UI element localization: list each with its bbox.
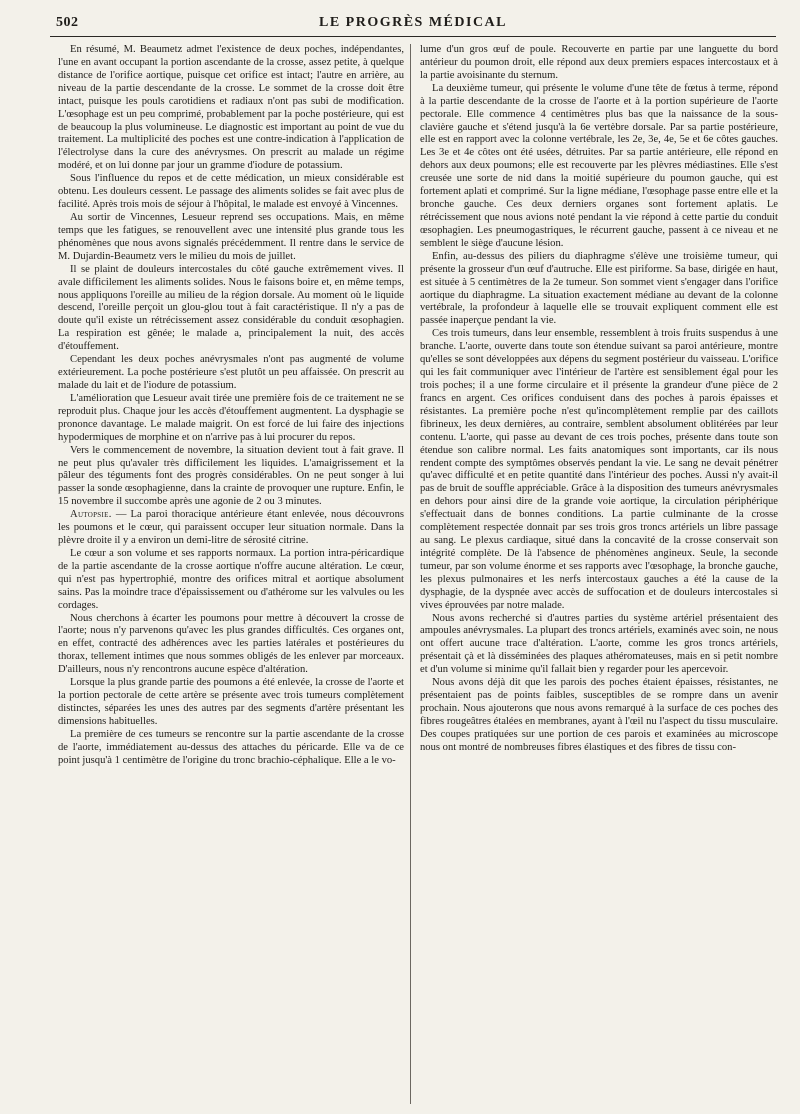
paragraph: La première de ces tumeurs se rencontre sur la partie ascendante de la crosse de l'aorte, immédiatement au-dessus des attaches du péricarde. Elle va de ce point jusqu'à 1 centimètre de l'origine du tronc brachio-céphalique. Elle a le vo- [58, 728, 404, 766]
paragraph: lume d'un gros œuf de poule. Recouverte en partie par une languette du bord antérieur du poumon droit, elle répond aux deux premiers espaces intercostaux et à la partie avoisinante du sternum. [420, 44, 778, 81]
autopsie-paragraph [58, 509, 404, 548]
column-rule [410, 44, 411, 1104]
right-column [420, 44, 778, 1104]
paragraph: Au sortir de Vincennes, Lesueur reprend ses occupations. Mais, en même temps que les fatigues, se renouvellent avec une intensité plus grande tous les phénomènes que nous avons signalés précédemment. Il rentre dans le service de M. Dujardin-Beaumetz vers le milieu du mois de juillet. [58, 211, 404, 262]
paragraph: En résumé, M. Beaumetz admet l'existence de deux poches, indépendantes, l'une en avant occupant la portion ascendante de la crosse, assez petite, à quelque distance de l'orifice aortique, puisque cet orifice est intact; l'autre en arrière, au niveau de la partie descendante de la crosse. Le sommet de la crosse doit être intact, puisque les pouls carotidiens et radiaux n'ont pas subi de modification. L'œsophage est un peu comprimé, probablement par la poche postérieure, qui est de beaucoup la plus volumineuse. Le diagnostic est important au point de vue du traitement. La multiplicité des poches est une contre-indication à l'application de l'électrolyse dans la cure des anévrysmes. On prescrit au malade un régime modéré, et on lui donne par jour un gramme d'iodure de potassium. [58, 44, 404, 172]
page-number: 502 [56, 15, 79, 30]
paragraph: Nous cherchons à écarter les poumons pour mettre à découvert la crosse de l'aorte; nous n'y parvenons qu'avec les plus grandes difficultés. Ces organes ont, en effet, contracté des adhérences avec les parties latérales et postérieures du thorax, tellement intimes que nous sommes obligés de les enlever par morceaux. D'ailleurs, nous n'y rencontrons aucune espèce d'altération. [58, 612, 404, 676]
paragraph: Nous avons déjà dit que les parois des poches étaient épaisses, résistantes, ne présentaient pas de points faibles, susceptibles de se rompre dans un avenir prochain. Nous ajouterons que nous avons remarqué à la surface de ces poches des fibres rougeâtres étalées en membranes, ayant à l'œil nu l'aspect du tissu musculaire. Des coupes pratiquées sur une portion de ces parois et examinées au microscope nous ont montré de nombreuses fibres élastiques et des fibres de tissu con- [420, 677, 778, 753]
paragraph: Il se plaint de douleurs intercostales du côté gauche extrêmement vives. Il avale difficilement les aliments solides. Nous le faisons boire et, en même temps, nous appliquons l'oreille au milieu de la région dorsale. Au moment où le liquide descend, l'oreille perçoit un glou-glou tout à fait caractéristique. Il n'y a pas de doute qu'il existe un rétrécissement assez considérable du conduit œsophagien. La respiration est gênée; le malade a, principalement la nuit, des accès d'étouffement. [58, 263, 404, 353]
paragraph: Enfin, au-dessus des piliers du diaphragme s'élève une troisième tumeur, qui présente la grosseur d'un œuf d'autruche. Elle est piriforme. Sa base, dirigée en haut, est située à 5 centimètres de la 2e tumeur. Son sommet vient s'engager dans l'orifice aortique du diaphragme. La situation exactement médiane au devant de la colonne vertébrale, la profondeur à laquelle elle se trouvait expliquent comment elle est passée inaperçue pendant la vie. [420, 250, 778, 327]
paragraph: Le cœur a son volume et ses rapports normaux. La portion intra-péricardique de la partie ascendante de la crosse aortique n'offre aucune altération. Le cœur, qui n'est pas hypertrophié, montre des orifices mitral et aortique absolument sains. Pas la moindre trace d'épaississement ou d'athérome sur les valvules ou les cordages. [58, 547, 404, 611]
paragraph: L'amélioration que Lesueur avait tirée une première fois de ce traitement ne se reproduit plus. Chaque jour les accès d'étouffement augmentent. La dysphagie se prononce davantage. Le malade maigrit. On est forcé de lui faire des injections hypodermiques de morphine et on n'arrive pas à lui procurer du repos. [58, 392, 404, 443]
page-header [50, 14, 776, 37]
paragraph: La deuxième tumeur, qui présente le volume d'une tête de fœtus à terme, répond à la partie descendante de la crosse de l'aorte et à la portion supérieure de l'aorte pectorale. Elle commence 4 centimètres plus bas que la naissance de la sous-clavière gauche et s'étend jusqu'à la 6e vertèbre dorsale. Par sa partie postérieure, elle est en rapport avec la colonne vertébrale, les 2e, 3e, 4e, 5e et 6e côtes gauches. Les 3e et 4e côtes ont été usées, détruites. Par sa partie antérieure, elle répond en dehors aux deux poumons; elle est recouverte par les plèvres médiastines. Elle s'est creusée une sorte de nid dans la moitié supérieure du poumon gauche, qui est fortement aplati et comprimé. Sur la ligne médiane, l'œsophage passe entre elle et la bronche gauche. Ces deux derniers organes sont fortement aplatis. Le rétrécissement que nous avions noté pendant la vie répond à cette partie du conduit œsophagien. Les pneumogastriques, le récurrent gauche, passent à ce niveau et ne semblent le siège d'aucune lésion. [420, 82, 778, 249]
autopsie-text: — La paroi thoracique antérieure étant enlevée, nous découvrons les poumons et le cœur, qui paraissent occuper leur situation normale. Dans la plèvre droite il y a environ un demi-litre de sérosité citrine. [58, 509, 404, 547]
paragraph: Vers le commencement de novembre, la situation devient tout à fait grave. Il ne peut plus qu'avaler très difficilement les liquides. L'amaigrissement et la pâleur des téguments font des progrès considérables. On ne peut songer à lui passer la sonde œsophagienne, dans la crainte de provoquer une rupture. Enfin, le 15 novembre il succombe après une agonie de 2 ou 3 minutes. [58, 444, 404, 508]
autopsie-label: Autopsie. [70, 509, 112, 521]
paragraph: Nous avons recherché si d'autres parties du système artériel présentaient des ampoules anévrysmales. La plupart des troncs artériels, examinés avec soin, ne nous ont offert aucune trace d'altération. L'aorte, comme les gros troncs artériels, présentait çà et là disséminées des plaques athéromateuses, mais en si petit nombre et d'un volume si minime qu'il fallait bien y regarder pour les apercevoir. [420, 612, 778, 676]
paragraph: Lorsque la plus grande partie des poumons a été enlevée, la crosse de l'aorte et la portion pectorale de cette artère se présente avec trois tumeurs complètement distinctes, séparées les unes des autres par des segments d'artère présentant les dimensions habituelles. [58, 677, 404, 727]
paragraph: Sous l'influence du repos et de cette médication, un mieux considérable est obtenu. Les douleurs cessent. Le passage des aliments solides se fait avec plus de facilité. Après trois mois de séjour à l'hôpital, le malade est envoyé à Vincennes. [58, 173, 404, 211]
left-column [58, 44, 404, 1104]
paragraph: Ces trois tumeurs, dans leur ensemble, ressemblent à trois fruits suspendus à une branche. L'aorte, ouverte dans toute son étendue suivant sa paroi antérieure, montre qu'elles se sont développées aux dépens du segment postérieur du vaisseau. L'orifice qui les fait communiquer avec l'intérieur de l'artère est sensiblement égal pour les trois poches; il a une forme circulaire et il présente la grandeur d'une pièce de 2 francs en argent. Ces orifices conduisent dans des poches à parois épaisses et résistantes. La première poche n'est qu'incomplètement remplie par des caillots fibrineux, les deux dernières, au contraire, semblent absolument oblitérées par leur contenu. L'aorte, qui passe au devant de ces trois poches, présente dans toute son étendue son calibre normal. Les faits anatomiques sont importants, car ils nous rendent compte des symptômes observés pendant la vie. Le sang ne devait pénétrer qu'avec difficulté et en petite quantité dans l'intérieur des poches. Aussi n'y avait-il pas de bruit de souffle appréciable. Grâce à la disposition des tumeurs anévrysmales en dehors pour ainsi dire de la grande voie aortique, la circulation périphérique s'effectuait dans de bonnes conditions. La partie culminante de la crosse complètement respectée donnait par ses trois gros troncs artériels un libre passage au sang. Le plexus cardiaque, situé dans la concavité de la crosse conservait son intégrité complète. De là l'absence de phénomènes angineux. Seule, la seconde tumeur, par son volume énorme et ses rapports avec l'œsophage, la bronche gauche, les plexus pulmonaires et les nerfs intercostaux gauches a été la cause de la dysphagie, de la dyspnée avec accès de suffocation et de douleurs intercostales si vives éprouvées par notre malade. [420, 328, 778, 611]
journal-title: LE PROGRÈS MÉDICAL [318, 15, 508, 30]
paragraph: Cependant les deux poches anévrysmales n'ont pas augmenté de volume extérieurement. La poche postérieure s'est plutôt un peu affaissée. On prescrit au malade du lait et de l'iodure de potassium. [58, 354, 404, 391]
